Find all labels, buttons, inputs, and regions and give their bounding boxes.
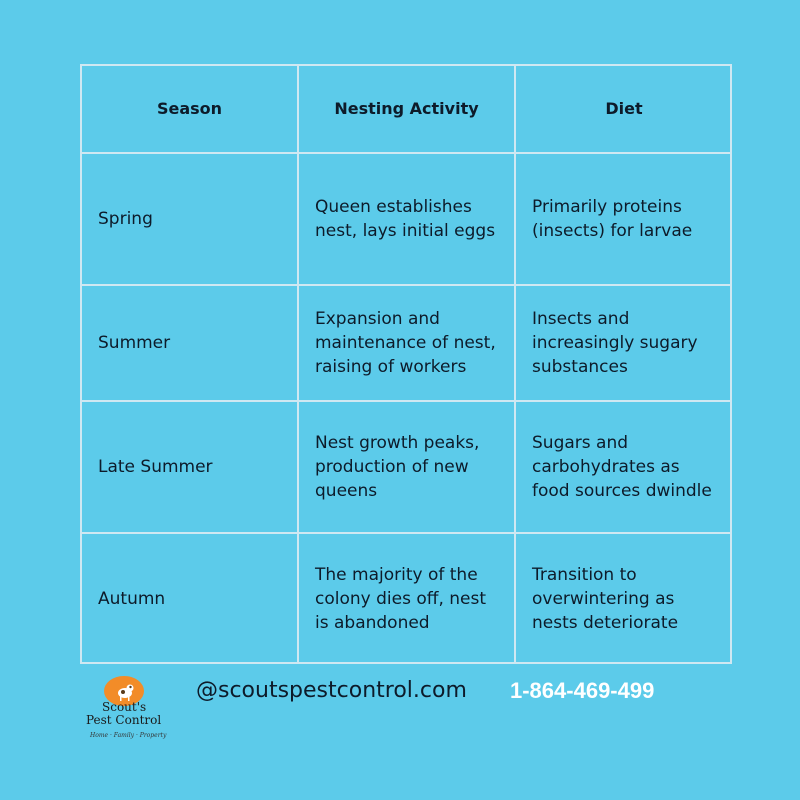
- company-logo[interactable]: [86, 676, 167, 742]
- table-cell-nesting: Nest growth peaks, production of new queens: [315, 433, 480, 501]
- logo-name-line-1: Scout's: [102, 700, 147, 714]
- header-season: Season: [156, 99, 223, 118]
- table-cell-diet: Sugars and carbohydrates as food sources dwindle: [532, 433, 712, 501]
- header-diet: Diet: [605, 99, 643, 118]
- table-cell-season: Late Summer: [98, 457, 213, 477]
- logo-tagline: Home · Family · Property: [90, 732, 167, 739]
- table-cell-season: Autumn: [98, 589, 166, 609]
- dog-icon: [114, 680, 136, 702]
- table-cell-nesting: Expansion and maintenance of nest, raising of workers: [315, 309, 496, 377]
- logo-name-line-2: Pest Control: [86, 713, 162, 727]
- season-table: [80, 64, 732, 664]
- phone-number[interactable]: 1-864-469-499: [510, 678, 655, 703]
- website-handle[interactable]: @scoutspestcontrol.com: [196, 678, 467, 703]
- header-nesting-activity: Nesting Activity: [334, 99, 479, 118]
- table-cell-nesting: The majority of the colony dies off, nest is abandoned: [315, 565, 487, 633]
- table-cell-diet: Primarily proteins (insects) for larvae: [532, 197, 693, 241]
- table-cell-season: Summer: [98, 333, 171, 353]
- table-cell-diet: Insects and increasingly sugary substances: [532, 309, 698, 377]
- table-cell-season: Spring: [98, 209, 153, 229]
- table-cell-diet: Transition to overwintering as nests deteriorate: [532, 565, 679, 633]
- table-cell-nesting: Queen establishes nest, lays initial eggs: [315, 197, 496, 241]
